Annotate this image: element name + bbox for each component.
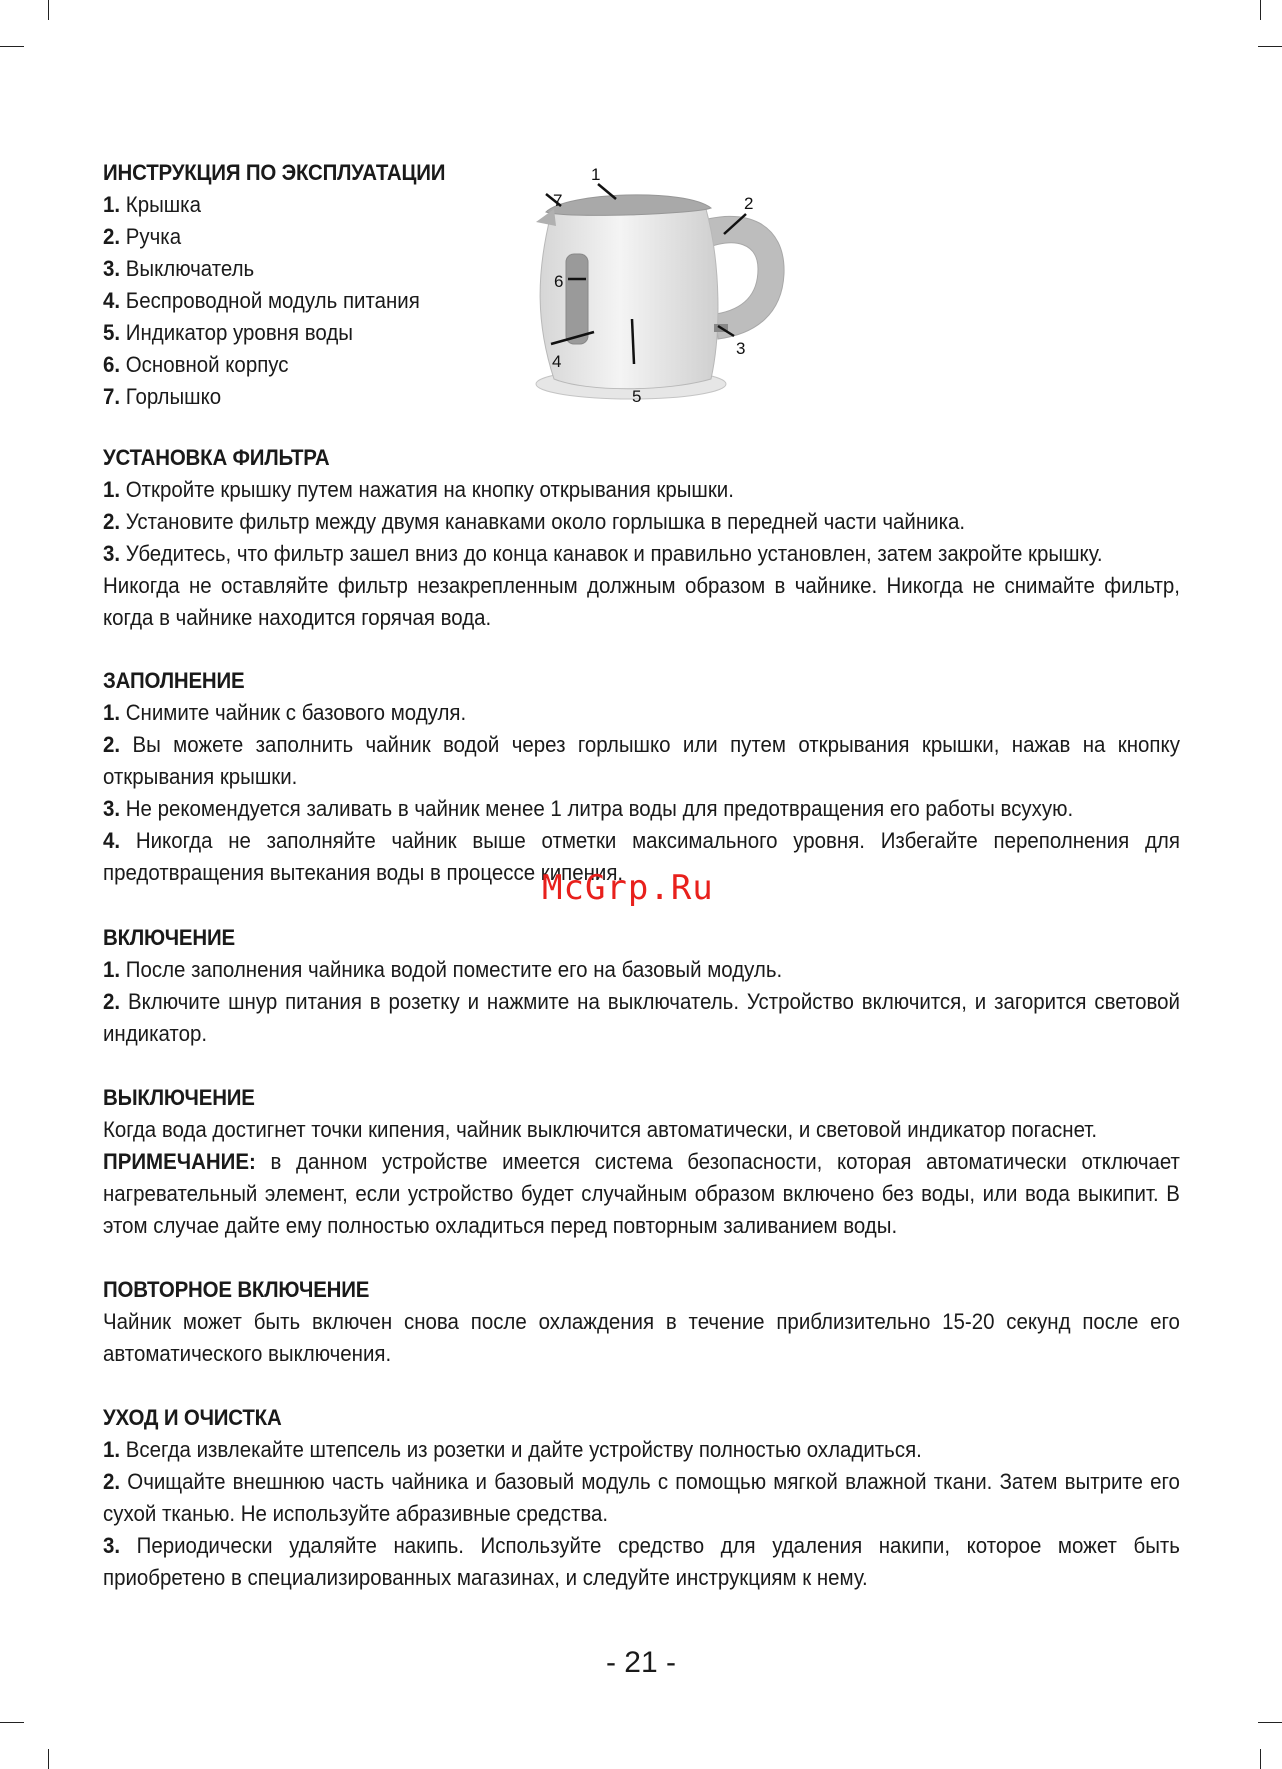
filling-step: 1. Снимите чайник с базового модуля. — [103, 700, 467, 725]
filter-step: 1. Откройте крышку путем нажатия на кнопку открывания крышки. — [103, 477, 734, 502]
filter-title: УСТАНОВКА ФИЛЬТРА — [103, 445, 330, 470]
kettle-diagram — [506, 164, 836, 429]
filter-note: Никогда не оставляйте фильтр незакрепленным должным образом в чайнике. Никогда не снимайте фильтр, когда в чайнике находится горячая вода. — [103, 573, 1180, 630]
diagram-label-3: 3 — [736, 339, 746, 358]
parts-item: 4. Беспроводной модуль питания — [103, 288, 420, 313]
crop-mark — [48, 0, 49, 20]
care-section — [103, 1402, 1180, 1594]
parts-item: 7. Горлышко — [103, 384, 222, 409]
parts-item: 6. Основной корпус — [103, 352, 289, 377]
switch-on-title: ВКЛЮЧЕНИЕ — [103, 925, 235, 950]
diagram-label-1: 1 — [591, 165, 601, 184]
switch-on-step: 2. Включите шнур питания в розетку и нажмите на выключатель. Устройство включится, и загорится световой индикатор. — [103, 989, 1180, 1046]
parts-item: 1. Крышка — [103, 192, 201, 217]
switch-off-text: Когда вода достигнет точки кипения, чайник выключится автоматически, и световой индикатор погаснет. — [103, 1117, 1098, 1142]
crop-mark — [0, 46, 24, 47]
crop-mark — [1258, 46, 1282, 47]
restart-section — [103, 1274, 1180, 1370]
switch-on-step: 1. После заполнения чайника водой поместите его на базовый модуль. — [103, 957, 783, 982]
filter-step: 3. Убедитесь, что фильтр зашел вниз до конца канавок и правильно установлен, затем закройте крышку. — [103, 541, 1103, 566]
diagram-label-6: 6 — [554, 272, 564, 291]
switch-on-section — [103, 922, 1180, 1050]
filling-step: 2. Вы можете заполнить чайник водой через горлышко или путем открывания крышки, нажав на кнопку открывания крышки. — [103, 732, 1180, 789]
parts-title: ИНСТРУКЦИЯ ПО ЭКСПЛУАТАЦИИ — [103, 160, 446, 185]
switch-off-note: ПРИМЕЧАНИЕ: в данном устройстве имеется система безопасности, которая автоматически отключает нагревательный элемент, если устройство будет случайным образом включено без воды, или вода выкипит. В этом случае дайте ему полностью охладиться перед повторным заливанием воды. — [103, 1149, 1180, 1238]
crop-mark — [1260, 0, 1261, 20]
water-window — [566, 254, 588, 344]
care-step: 3. Периодически удаляйте накипь. Используйте средство для удаления накипи, которое может быть приобретено в специализированных магазинах, и следуйте инструкциям к нему. — [103, 1533, 1180, 1590]
switch-off-section — [103, 1082, 1180, 1242]
crop-mark — [48, 1749, 49, 1769]
care-title: УХОД И ОЧИСТКА — [103, 1405, 282, 1430]
care-step: 2. Очищайте внешнюю часть чайника и базовый модуль с помощью мягкой влажной ткани. Затем вытрите его сухой тканью. Не используйте абразивные средства. — [103, 1469, 1180, 1526]
switch-off-title: ВЫКЛЮЧЕНИЕ — [103, 1085, 255, 1110]
filter-section — [103, 442, 1180, 634]
filling-step: 4. Никогда не заполняйте чайник выше отметки максимального уровня. Избегайте переполнения для предотвращения вытекания воды в процессе кипения. — [103, 828, 1180, 885]
parts-section — [103, 157, 471, 413]
parts-item: 2. Ручка — [103, 224, 182, 249]
care-step: 1. Всегда извлекайте штепсель из розетки и дайте устройству полностью охладиться. — [103, 1437, 922, 1462]
crop-mark — [0, 1722, 24, 1723]
parts-item: 5. Индикатор уровня воды — [103, 320, 353, 345]
filter-step: 2. Установите фильтр между двумя канавками около горлышка в передней части чайника. — [103, 509, 966, 534]
parts-item: 3. Выключатель — [103, 256, 255, 281]
restart-text: Чайник может быть включен снова после охлаждения в течение приблизительно 15-20 секунд после его автоматического выключения. — [103, 1309, 1180, 1366]
kettle-lid — [546, 195, 711, 216]
diagram-label-7: 7 — [553, 191, 563, 210]
crop-mark — [1260, 1749, 1261, 1769]
diagram-label-2: 2 — [744, 194, 754, 213]
page-number: - 21 - — [605, 1646, 677, 1679]
filling-step: 3. Не рекомендуется заливать в чайник менее 1 литра воды для предотвращения его работы всухую. — [103, 796, 1074, 821]
restart-title: ПОВТОРНОЕ ВКЛЮЧЕНИЕ — [103, 1277, 370, 1302]
diagram-label-5: 5 — [632, 387, 642, 406]
crop-mark — [1258, 1722, 1282, 1723]
diagram-label-4: 4 — [552, 352, 562, 371]
filling-title: ЗАПОЛНЕНИЕ — [103, 668, 245, 693]
filling-section — [103, 665, 1180, 889]
watermark: McGrp.Ru — [542, 868, 714, 908]
